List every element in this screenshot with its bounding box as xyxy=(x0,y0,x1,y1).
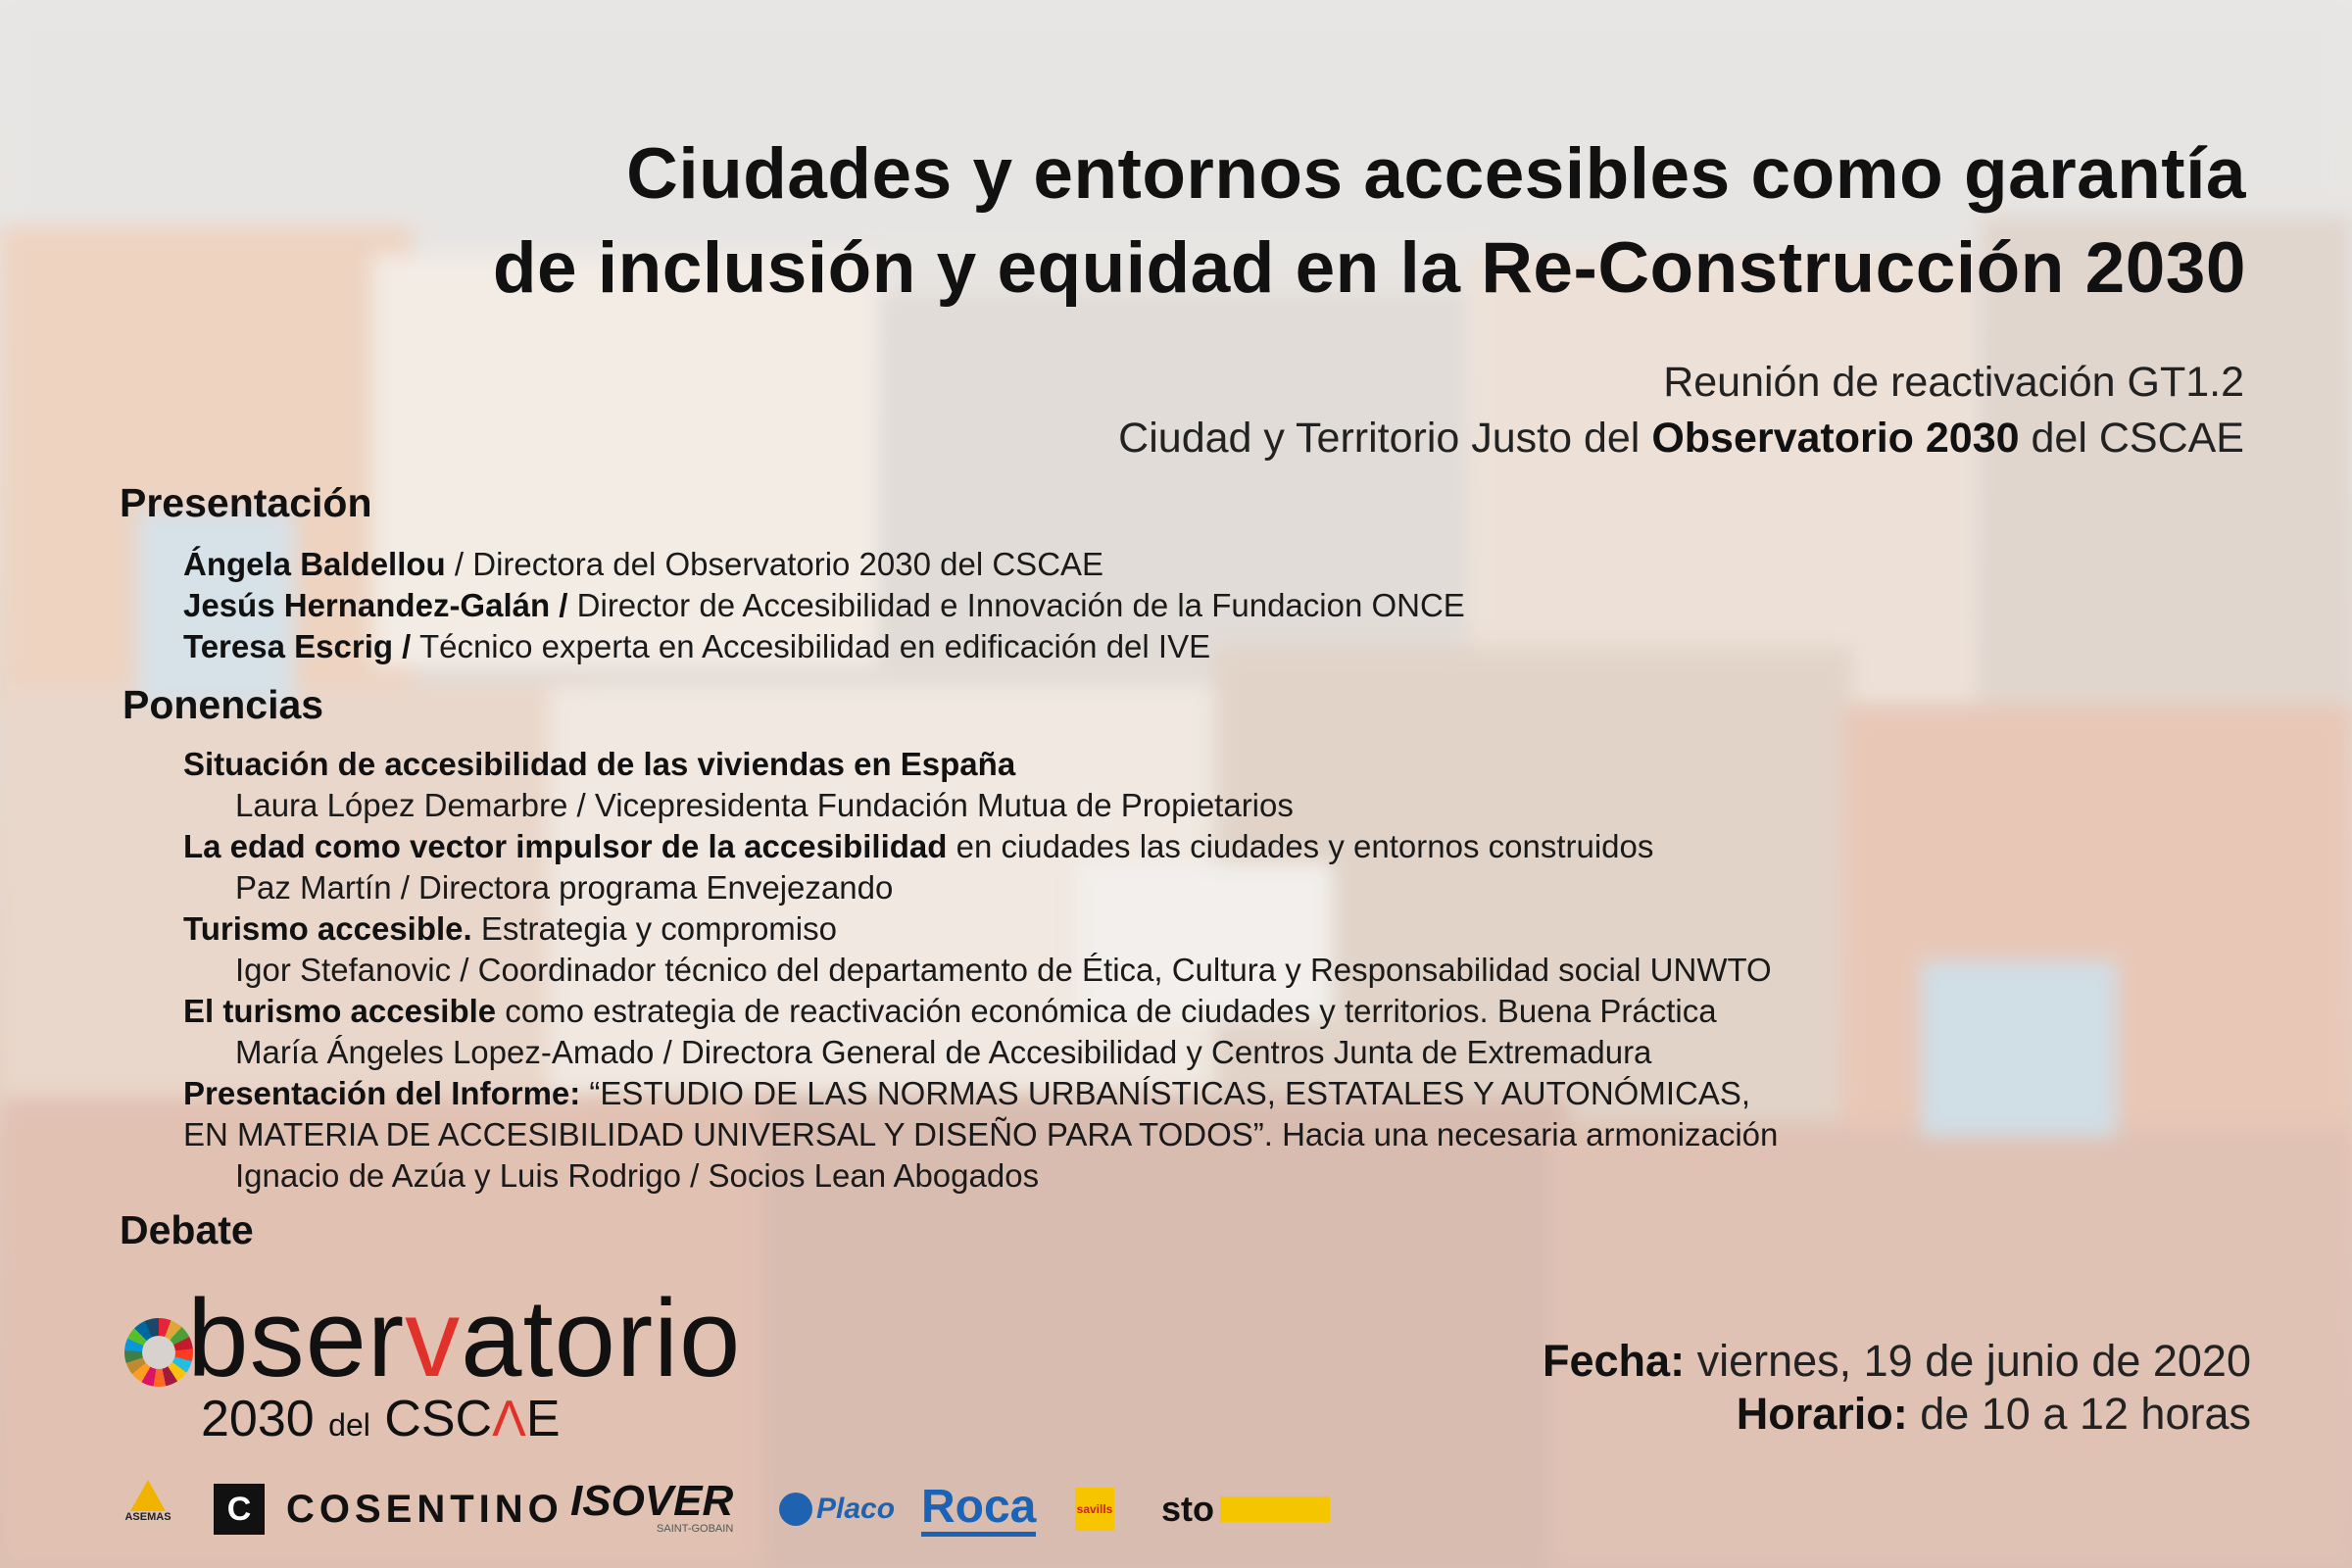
asemas-label: ASEMAS xyxy=(124,1511,172,1523)
separator xyxy=(411,628,419,664)
speaker-line xyxy=(183,544,1103,585)
talk-speaker: Paz Martín / Directora programa Envejezando xyxy=(235,869,894,906)
subtitle xyxy=(1118,355,2244,466)
time-label: Horario: xyxy=(1736,1389,1908,1439)
report-title-bold: Presentación del Informe: xyxy=(183,1075,581,1111)
title-line-1: Ciudades y entornos accesibles como garantía xyxy=(626,134,2246,214)
speaker-name: Teresa Escrig / xyxy=(183,628,412,664)
talk-title xyxy=(183,991,1717,1032)
logo-word-part: bser xyxy=(187,1277,406,1399)
speaker-role: Director de Accesibilidad e Innovación de la Fundacion ONCE xyxy=(576,587,1465,623)
talk-title-bold: Turismo accesible. xyxy=(183,910,472,947)
savills-label: savills xyxy=(1075,1488,1114,1531)
speaker-line xyxy=(183,626,1210,667)
sponsor-placo-logo xyxy=(779,1480,895,1539)
event-info xyxy=(1543,1335,2251,1441)
sponsor-asemas-logo xyxy=(120,1480,176,1539)
talk-title xyxy=(183,826,1653,867)
talk-title-bold: Situación de accesibilidad de las viviendas en España xyxy=(183,746,1016,782)
separator: / xyxy=(445,546,473,582)
talk-title-rest: como estrategia de reactivación económica de ciudades y territorios. Buena Práctica xyxy=(496,993,1717,1029)
talk-speaker: María Ángeles Lopez-Amado / Directora General de Accesibilidad y Centros Junta de Extremadura xyxy=(235,1034,1652,1070)
cosentino-mark-icon: C xyxy=(214,1484,265,1535)
talk-title-bold: La edad como vector impulsor de la accesibilidad xyxy=(183,828,948,864)
logo-org-a: Λ xyxy=(492,1391,526,1447)
observatorio-logo-subtitle xyxy=(201,1390,561,1448)
page-title xyxy=(493,127,2246,316)
report-speaker: Ignacio de Azúa y Luis Rodrigo / Socios Lean Abogados xyxy=(235,1157,1040,1194)
observatorio-logo xyxy=(125,1277,742,1399)
report-title xyxy=(183,1073,1750,1114)
subtitle-line-1: Reunión de reactivación GT1.2 xyxy=(1663,359,2244,406)
placo-label: Placo xyxy=(816,1493,896,1525)
sponsor-savills-logo xyxy=(1075,1480,1114,1539)
logo-word-v: v xyxy=(405,1277,462,1399)
subtitle-line-2-pre: Ciudad y Territorio Justo del xyxy=(1118,415,1652,462)
talk-title-bold: El turismo accesible xyxy=(183,993,497,1029)
sponsor-isover-logo xyxy=(570,1477,734,1539)
logo-word-part: atorio xyxy=(461,1277,742,1399)
logo-year: 2030 xyxy=(201,1391,315,1447)
separator xyxy=(567,587,576,623)
title-line-2: de inclusión y equidad en la Re-Construcción 2030 xyxy=(492,228,2246,308)
date-label: Fecha: xyxy=(1543,1336,1686,1386)
talk-speaker: Laura López Demarbre / Vicepresidenta Fundación Mutua de Propietarios xyxy=(235,787,1294,823)
asemas-triangle-icon xyxy=(130,1480,166,1511)
speaker-role: Directora del Observatorio 2030 del CSCAE xyxy=(472,546,1104,582)
logo-org: CSC xyxy=(384,1391,493,1447)
report-title-rest: “ESTUDIO DE LAS NORMAS URBANÍSTICAS, ESTATALES Y AUTONÓMICAS, xyxy=(580,1075,1751,1111)
time-value: de 10 a 12 horas xyxy=(1907,1389,2251,1439)
placo-globe-icon xyxy=(779,1493,812,1526)
speaker-name: Ángela Baldellou xyxy=(183,546,446,582)
sto-label: sto xyxy=(1161,1489,1214,1529)
talk-title-rest: Estrategia y compromiso xyxy=(471,910,837,947)
sponsor-cosentino-logo xyxy=(214,1480,564,1539)
subtitle-line-2-bold: Observatorio 2030 xyxy=(1651,415,2020,462)
isover-sub-label: SAINT-GOBAIN xyxy=(657,1523,734,1535)
date-value: viernes, 19 de junio de 2020 xyxy=(1685,1336,2251,1386)
section-presentacion: Presentación xyxy=(120,480,372,525)
talk-title xyxy=(183,908,837,950)
logo-del: del xyxy=(328,1407,370,1443)
speaker-role: Técnico experta en Accesibilidad en edificación del IVE xyxy=(418,628,1211,664)
subtitle-line-2-post: del CSCAE xyxy=(2019,415,2244,462)
isover-label: ISOVER xyxy=(570,1477,734,1525)
sponsor-sto-logo xyxy=(1161,1480,1330,1539)
sponsor-roca-logo xyxy=(921,1480,1036,1539)
talk-title xyxy=(183,744,1015,785)
sto-bar-icon xyxy=(1220,1496,1330,1522)
roca-label: Roca xyxy=(921,1483,1036,1537)
section-debate: Debate xyxy=(120,1207,254,1252)
section-ponencias: Ponencias xyxy=(122,682,324,727)
talk-title-rest: en ciudades las ciudades y entornos construidos xyxy=(947,828,1654,864)
talk-speaker: Igor Stefanovic / Coordinador técnico del departamento de Ética, Cultura y Responsabilidad social UNWTO xyxy=(235,952,1772,988)
report-title-line-2: EN MATERIA DE ACCESIBILIDAD UNIVERSAL Y DISEÑO PARA TODOS”. Hacia una necesaria armonización xyxy=(183,1116,1779,1152)
speaker-line xyxy=(183,585,1465,626)
speaker-name: Jesús Hernandez-Galán / xyxy=(183,587,568,623)
cosentino-label: COSENTINO xyxy=(286,1487,564,1531)
logo-org: E xyxy=(525,1391,561,1447)
